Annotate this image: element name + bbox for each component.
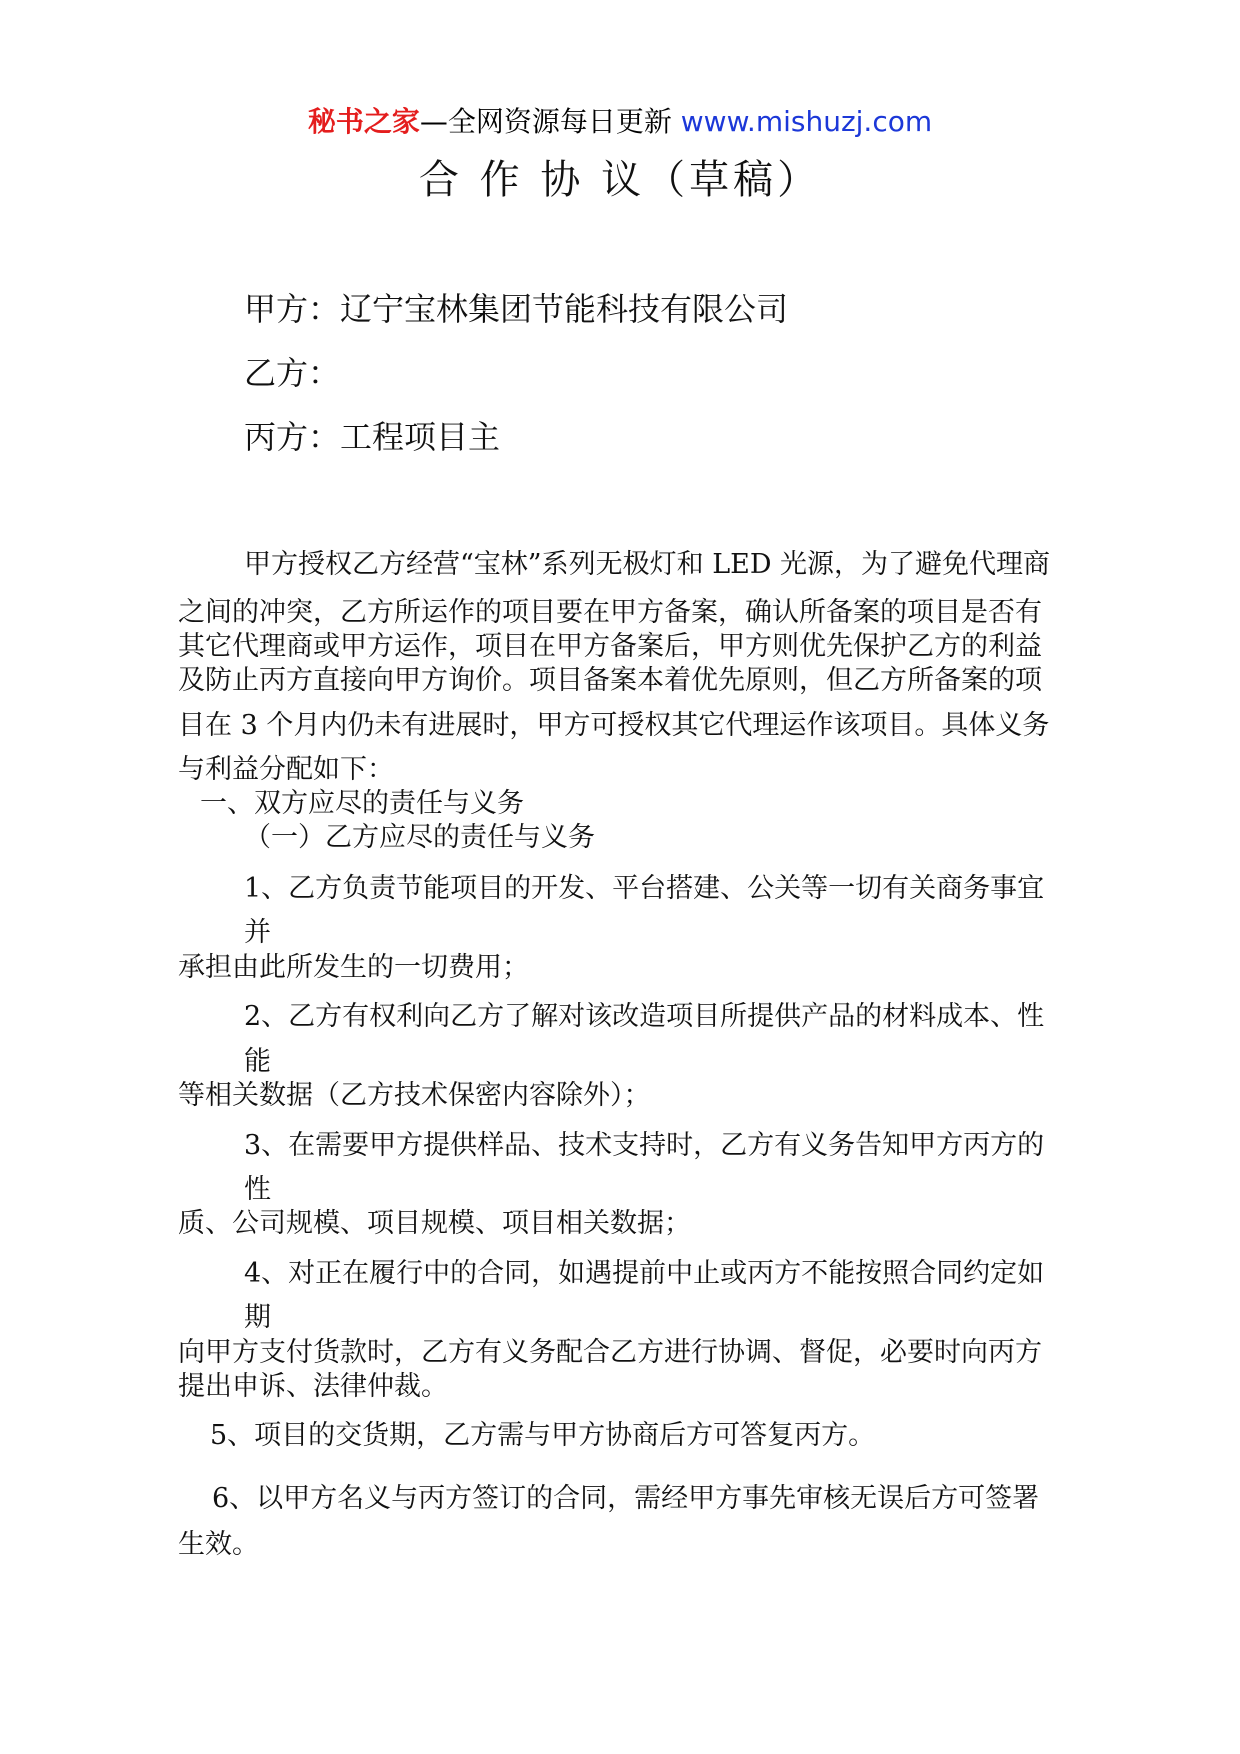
body-line: 承担由此所发生的一切费用； (178, 952, 529, 983)
clause-1: 1、乙方负责节能项目的开发、平台搭建、公关等一切有关商务事宜 (244, 873, 1045, 904)
document-title: 合 作 协 议（草稿） (418, 157, 822, 203)
clause-3: 3、在需要甲方提供样品、技术支持时，乙方有义务告知甲方丙方的 (244, 1130, 1045, 1161)
banner-brand: 秘书之家 (307, 105, 420, 138)
body-line: 并 (244, 917, 271, 948)
body-line: 向甲方支付货款时，乙方有义务配合乙方进行协调、督促，必要时向丙方 (178, 1337, 1042, 1368)
party-c: 丙方：工程项目主 (244, 418, 501, 456)
body-line: 之间的冲突，乙方所运作的项目要在甲方备案，确认所备案的项目是否有 (178, 597, 1042, 628)
body-line: 目在 3 个月内仍未有进展时，甲方可授权其它代理运作该项目。具体义务 (178, 710, 1050, 741)
body-line: 其它代理商或甲方运作，项目在甲方备案后，甲方则优先保护乙方的利益 (178, 631, 1042, 662)
body-line: 等相关数据（乙方技术保密内容除外）； (178, 1080, 651, 1111)
body-line: 甲方授权乙方经营“宝林”系列无极灯和 LED 光源，为了避免代理商 (244, 549, 1051, 580)
clause-6: 6、以甲方名义与丙方签订的合同，需经甲方事先审核无误后方可签署 (212, 1483, 1040, 1514)
body-line: 及防止丙方直接向甲方询价。项目备案本着优先原则，但乙方所备案的项 (178, 665, 1042, 696)
subsection-heading: （一）乙方应尽的责任与义务 (244, 822, 595, 853)
party-a: 甲方：辽宁宝林集团节能科技有限公司 (244, 290, 789, 328)
body-line: 性 (244, 1174, 271, 1205)
clause-2: 2、乙方有权利向乙方了解对该改造项目所提供产品的材料成本、性 (244, 1001, 1045, 1032)
body-line: 期 (244, 1302, 271, 1333)
banner-url[interactable]: www.mishuzj.com (680, 105, 933, 138)
clause-4: 4、对正在履行中的合同，如遇提前中止或丙方不能按照合同约定如 (244, 1258, 1045, 1289)
body-line: 能 (244, 1046, 271, 1077)
body-line: 质、公司规模、项目规模、项目相关数据； (178, 1208, 691, 1239)
body-line: 提出申诉、法律仲裁。 (178, 1371, 448, 1402)
section-heading: 一、双方应尽的责任与义务 (200, 788, 524, 819)
party-b: 乙方： (244, 354, 341, 392)
body-line: 与利益分配如下： (178, 754, 394, 785)
site-banner (0, 102, 1240, 142)
banner-tagline: —全网资源每日更新 (419, 105, 681, 138)
clause-5: 5、项目的交货期，乙方需与甲方协商后方可答复丙方。 (210, 1420, 876, 1451)
body-line: 生效。 (178, 1529, 259, 1560)
